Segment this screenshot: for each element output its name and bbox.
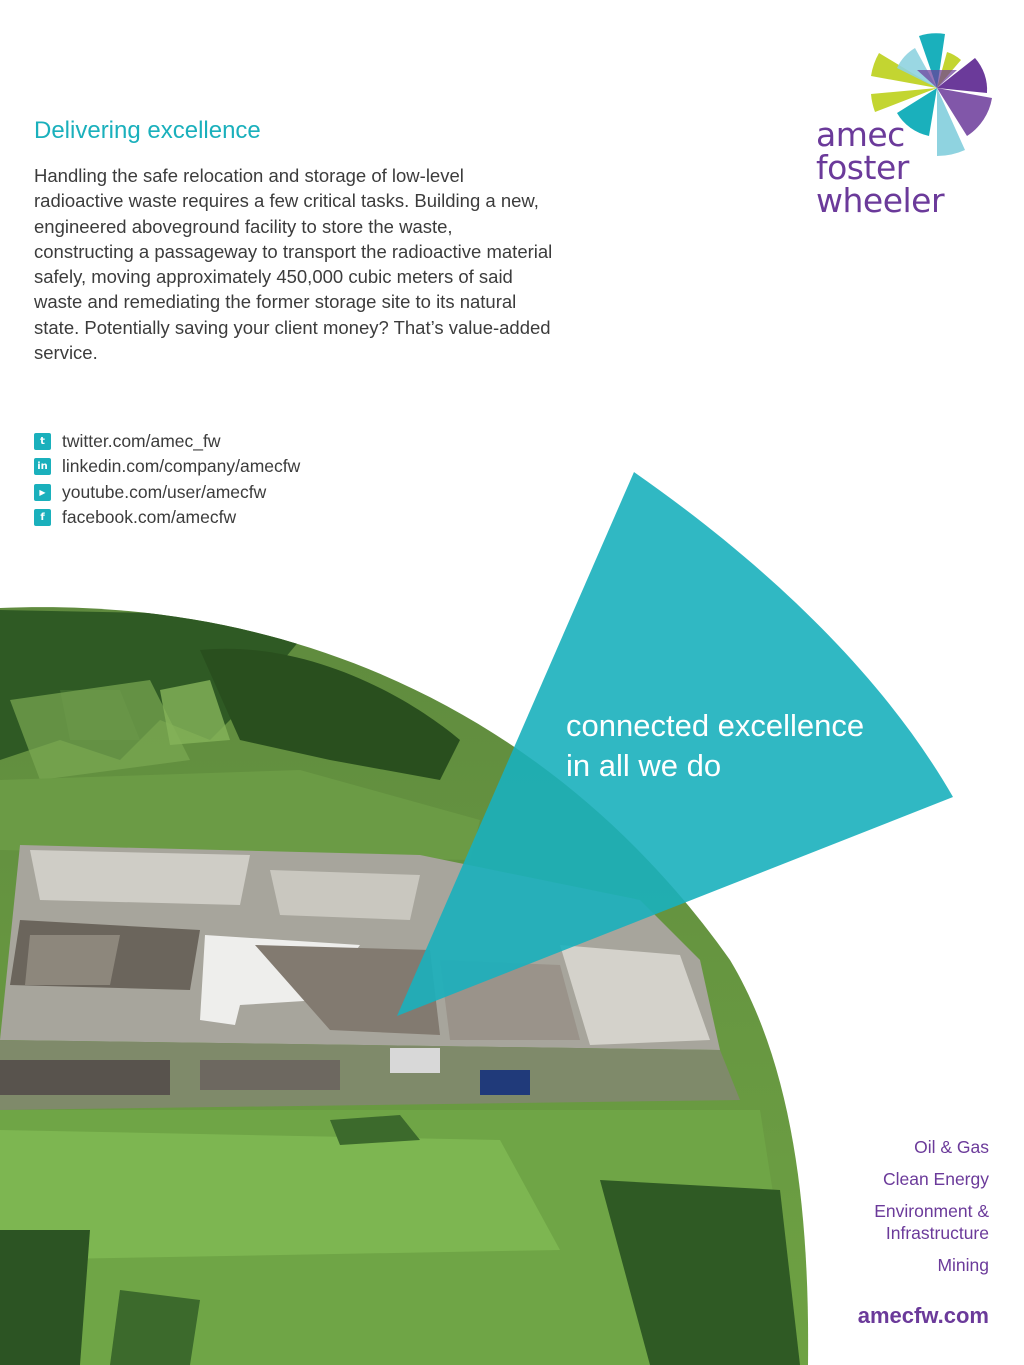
social-links [34,429,300,530]
website-link[interactable]: amecfw.com [857,1303,989,1328]
social-link-label[interactable]: youtube.com/user/amecfw [62,481,267,502]
facebook-icon: f [34,509,51,526]
sector-list [874,1137,989,1276]
social-link-facebook[interactable] [34,505,300,530]
youtube-icon: ▶ [34,484,51,501]
social-link-label[interactable]: twitter.com/amec_fw [62,431,221,452]
sector-item: Infrastructure [885,1222,989,1243]
company-logo-text [816,115,945,220]
heading: Delivering excellence [34,117,261,144]
social-link-label[interactable]: linkedin.com/company/amecfw [62,456,301,477]
social-link-twitter[interactable] [34,429,300,454]
twitter-icon: t [34,433,51,450]
social-link-linkedin[interactable] [34,454,300,479]
social-link-label[interactable]: facebook.com/amecfw [62,507,237,528]
logo-line: foster [816,148,909,187]
logo-line: wheeler [816,181,945,220]
sector-item: Clean Energy [882,1169,989,1189]
logo-line: amec [816,115,905,154]
sector-item: Environment & [874,1201,989,1221]
tagline-line: in all we do [566,748,722,783]
tagline-line: connected excellence [566,708,865,743]
body-paragraph: Handling the safe relocation and storage of low-level radioactive waste requires a few critical tasks. Building a new, engineered aboveground facility to store the waste, constructing a passageway to transport the radioactive material safely, moving approximately 450,000 cubic meters of said waste and remediating the former storage site to its natural state. Potentially saving your client money? That’s value-added service. [34,165,553,364]
tagline [566,706,864,786]
linkedin-icon: in [34,458,51,475]
sector-item: Mining [937,1254,989,1275]
social-link-youtube[interactable] [34,480,300,505]
sector-item: Oil & Gas [914,1137,989,1157]
